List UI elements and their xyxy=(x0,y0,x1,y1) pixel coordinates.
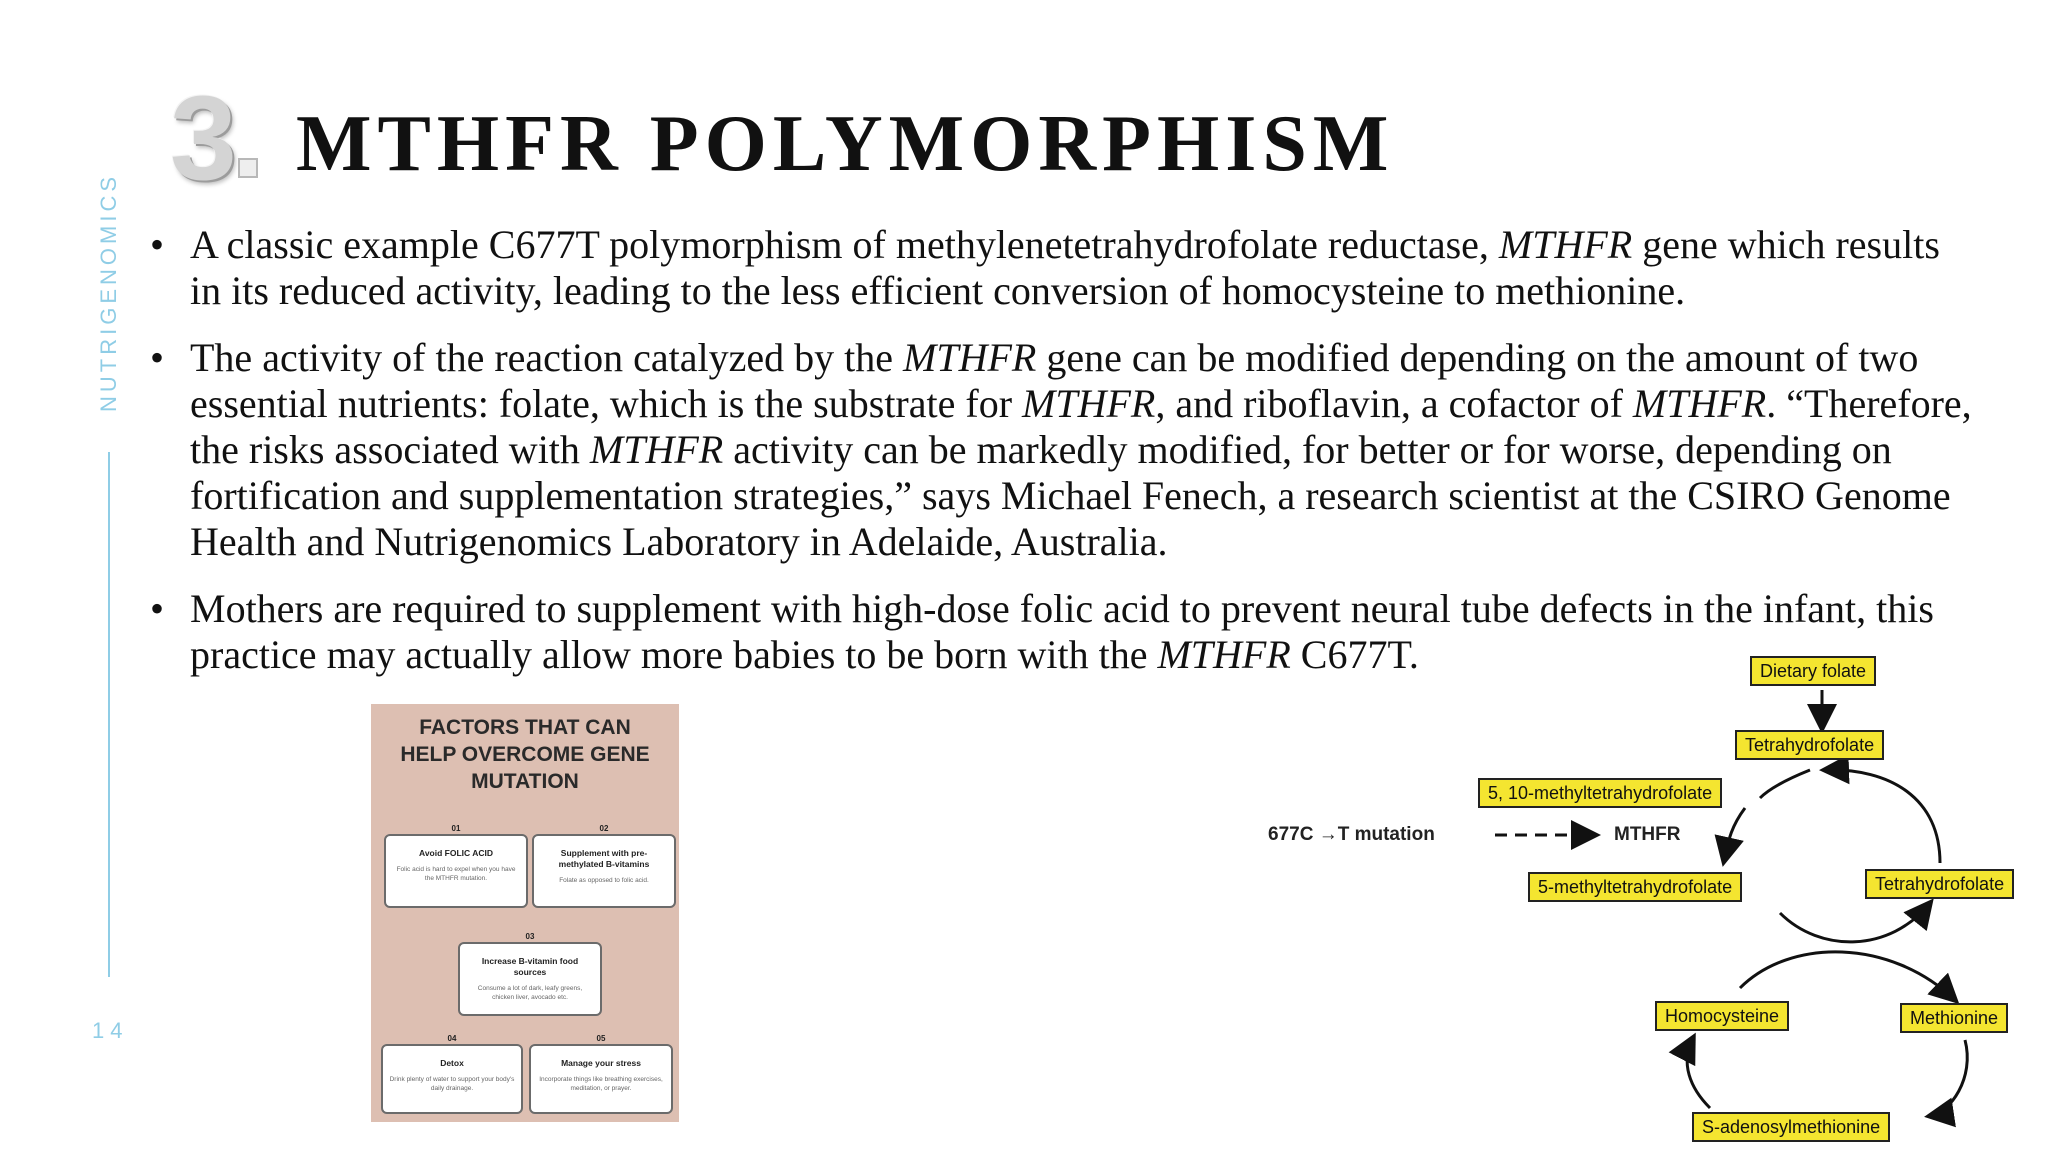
factor-card-1 xyxy=(384,824,528,908)
factor-number: 05 xyxy=(596,1034,606,1043)
arrow-sam-to-homocysteine xyxy=(1687,1038,1710,1108)
mutation-label: 677C →T mutation xyxy=(1268,824,1435,845)
gene-name-italic: MTHFR xyxy=(1498,222,1633,267)
factor-description: Folate as opposed to folic acid. xyxy=(559,877,649,884)
enzyme-label: MTHFR xyxy=(1614,824,1681,845)
arrow-methyl-to-thf-right xyxy=(1780,903,1930,942)
factor-title: Manage your stress xyxy=(561,1058,641,1068)
factor-card-5 xyxy=(529,1034,673,1114)
bullet-text: gene can be modified depending on the amount of two essential nutrients: folate, which is the substrate for xyxy=(190,335,1919,426)
factor-card-2 xyxy=(532,824,676,908)
bullet-text: A classic example C677T polymorphism of methylenetetrahydrofolate reductase, xyxy=(190,222,1499,267)
arrow-methylene-to-methyl xyxy=(1724,808,1745,861)
infographic-title-line: HELP OVERCOME GENE xyxy=(400,743,650,766)
bullet-text: C677T. xyxy=(1290,632,1419,677)
gene-name-italic: MTHFR xyxy=(1022,381,1156,426)
bullet-list xyxy=(148,222,1978,699)
bullet-text: The activity of the reaction catalyzed by the xyxy=(190,335,904,380)
folate-pathway-diagram xyxy=(1250,648,2040,1148)
bullet-text: activity can be markedly modified, for better or for worse, depending on fortification and supplementation strategies,” says Michael Fenech, a research scientist at the CSIRO Genome Health and Nutrigenomics Laboratory in Adelaide, Australia. xyxy=(190,427,1951,564)
factor-card-4 xyxy=(381,1034,523,1114)
factor-number: 03 xyxy=(525,932,535,941)
factors-infographic xyxy=(371,704,679,1122)
sidebar-divider-line xyxy=(108,452,110,977)
section-number: 3 xyxy=(170,71,237,205)
arrow-homocysteine-to-methionine xyxy=(1740,952,1955,1000)
bullet-item-2 xyxy=(148,335,1978,565)
factor-number: 01 xyxy=(451,824,461,833)
methionine-box: Methionine xyxy=(1900,1003,2008,1033)
factor-number: 02 xyxy=(599,824,609,833)
factor-description: Consume a lot of dark, leafy greens, chicken liver, avocado etc. xyxy=(477,985,583,1001)
slide-title: MTHFR POLYMORPHISM xyxy=(296,100,1395,188)
factor-title: Supplement with pre-methylated B-vitamins xyxy=(558,848,650,869)
factor-title: Avoid FOLIC ACID xyxy=(419,848,493,858)
section-number-dot xyxy=(238,158,258,178)
arrow-thf-right-to-top xyxy=(1825,770,1940,863)
tetrahydrofolate-top-box: Tetrahydrofolate xyxy=(1735,730,1884,760)
sidebar-section-label: NUTRIGENOMICS xyxy=(96,173,121,413)
factor-card-3 xyxy=(458,932,602,1016)
methyl-thf-box: 5-methyltetrahydrofolate xyxy=(1528,872,1742,902)
infographic-title-line: FACTORS THAT CAN xyxy=(419,716,631,739)
factor-description: Drink plenty of water to support your body's daily drainage. xyxy=(389,1076,515,1092)
page-number: 14 xyxy=(92,1018,129,1043)
tetrahydrofolate-right-box: Tetrahydrofolate xyxy=(1865,869,2014,899)
factor-number: 04 xyxy=(447,1034,457,1043)
sam-box: S-adenosylmethionine xyxy=(1692,1112,1890,1142)
bullet-text: gene which results in its reduced activity, leading to the less efficient conversion of homocysteine to methionine. xyxy=(190,222,1940,313)
gene-name-italic: MTHFR xyxy=(1632,381,1767,426)
factor-description: Folic acid is hard to expel when you have the MTHFR mutation. xyxy=(396,866,516,882)
factor-description: Incorporate things like breathing exercises, meditation, or prayer. xyxy=(539,1076,663,1092)
infographic-title-line: MUTATION xyxy=(471,770,579,793)
factor-title: Detox xyxy=(440,1058,464,1068)
dietary-folate-box: Dietary folate xyxy=(1750,656,1876,686)
infographic-title xyxy=(371,714,679,795)
gene-name-italic: MTHFR xyxy=(589,427,724,472)
bullet-text: . “Therefore, the risks associated with xyxy=(190,381,1972,472)
homocysteine-box: Homocysteine xyxy=(1655,1001,1789,1031)
gene-name-italic: MTHFR xyxy=(903,335,1037,380)
methylene-thf-box: 5, 10-methyltetrahydrofolate xyxy=(1478,778,1722,808)
gene-name-italic: MTHFR xyxy=(1157,632,1291,677)
bullet-item-1 xyxy=(148,222,1978,314)
factor-title: Increase B-vitamin food sources xyxy=(481,956,579,977)
arrow-methionine-to-sam xyxy=(1930,1040,1967,1116)
arrow-thf-to-methylene xyxy=(1760,770,1810,798)
bullet-text: Mothers are required to supplement with high-dose folic acid to prevent neural tube defects in the infant, this practice may actually allow more babies to be born with the xyxy=(190,586,1934,677)
bullet-text: , and riboflavin, a cofactor of xyxy=(1155,381,1633,426)
